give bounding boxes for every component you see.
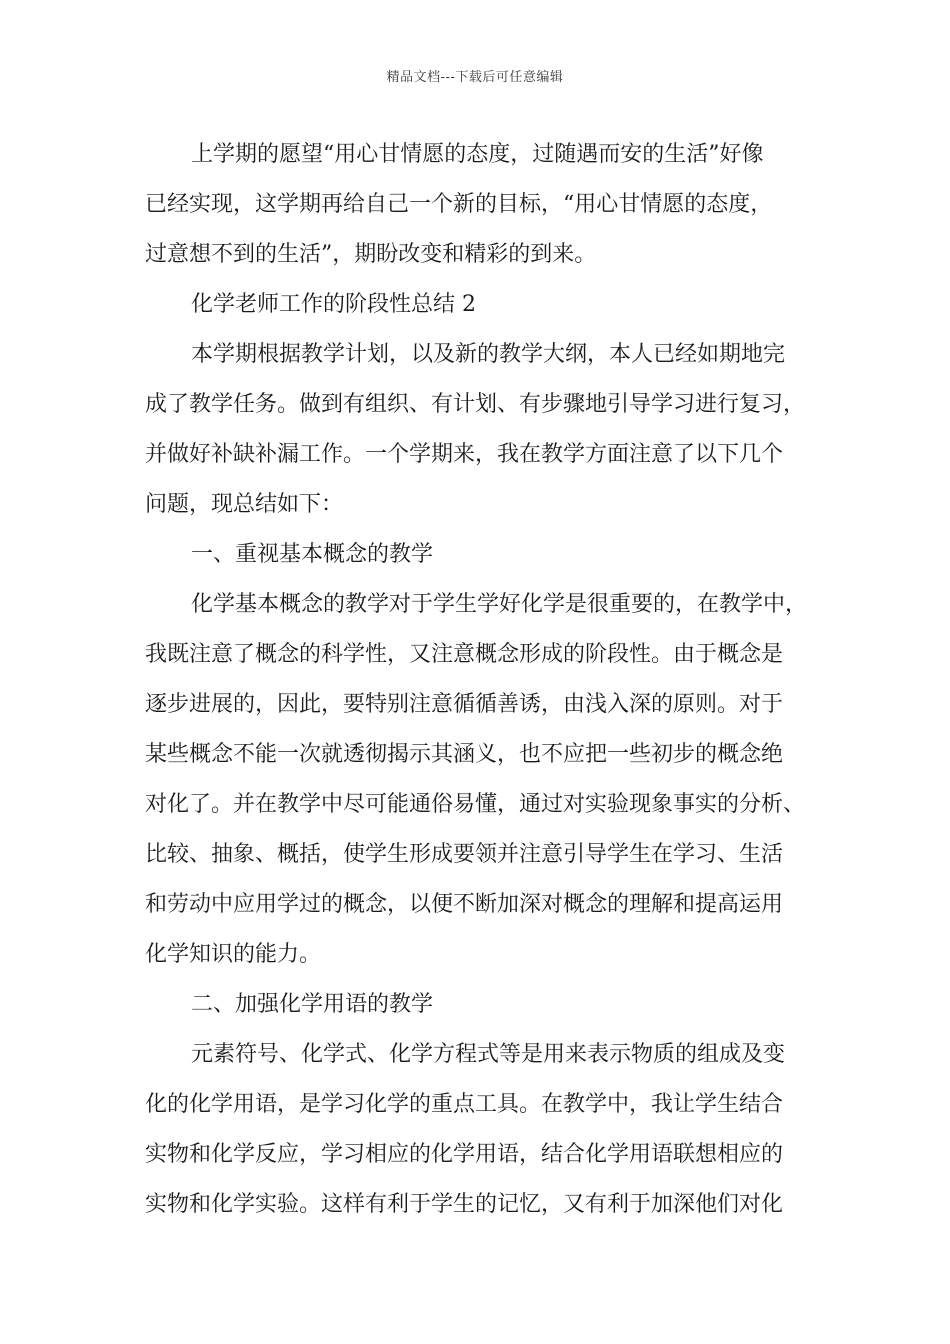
- text-line: 已经实现，这学期再给自己一个新的目标，“用心甘情愿的态度，: [145, 192, 773, 217]
- text-line: 逐步进展的，因此，要特别注意循循善诱，由浅入深的原则。对于: [145, 692, 784, 717]
- document-body: [145, 130, 825, 1230]
- paragraph-intro: [145, 130, 825, 280]
- text-line: 问题，现总结如下：: [145, 492, 344, 517]
- paragraph-concepts: [145, 580, 825, 980]
- text-line: 化的化学用语，是学习化学的重点工具。在教学中，我让学生结合: [145, 1092, 784, 1117]
- text-line: 实物和化学反应，学习相应的化学用语，结合化学用语联想相应的: [145, 1142, 784, 1167]
- page-header: 精品文档---下载后可任意编辑: [386, 70, 564, 85]
- text-line: 元素符号、化学式、化学方程式等是用来表示物质的组成及变: [191, 1042, 786, 1067]
- text-line: 成了教学任务。做到有组织、有计划、有步骤地引导学习进行复习，: [145, 392, 806, 417]
- text-line: 和劳动中应用学过的概念，以便不断加深对概念的理解和提高运用: [145, 892, 784, 917]
- text-line: 实物和化学实验。这样有利于学生的记忆，又有利于加深他们对化: [145, 1192, 784, 1217]
- text-line: 一、重视基本概念的教学: [191, 542, 434, 567]
- text-line: 并做好补缺补漏工作。一个学期来，我在教学方面注意了以下几个: [145, 442, 784, 467]
- text-line: 过意想不到的生活”，期盼改变和精彩的到来。: [145, 242, 597, 267]
- text-line: 本学期根据教学计划，以及新的教学大纲，本人已经如期地完: [191, 342, 786, 367]
- text-line: 二、加强化学用语的教学: [191, 992, 434, 1017]
- paragraph-terminology: [145, 1030, 825, 1230]
- text-line: 上学期的愿望“用心甘情愿的态度，过随遇而安的生活”好像: [191, 142, 764, 167]
- text-line: 我既注意了概念的科学性，又注意概念形成的阶段性。由于概念是: [145, 642, 784, 667]
- heading-two: [145, 980, 825, 1030]
- text-line: 化学基本概念的教学对于学生学好化学是很重要的，在教学中，: [191, 592, 808, 617]
- text-line: 某些概念不能一次就透彻揭示其涵义，也不应把一些初步的概念绝: [145, 742, 784, 767]
- text-line: 化学老师工作的阶段性总结 2: [191, 292, 476, 317]
- text-line: 对化了。并在教学中尽可能通俗易懂，通过对实验现象事实的分析、: [145, 792, 806, 817]
- heading-one: [145, 530, 825, 580]
- text-line: 比较、抽象、概括，使学生形成要领并注意引导学生在学习、生活: [145, 842, 784, 867]
- paragraph-summary: [145, 330, 825, 530]
- section-title: [145, 280, 825, 330]
- text-line: 化学知识的能力。: [145, 942, 322, 967]
